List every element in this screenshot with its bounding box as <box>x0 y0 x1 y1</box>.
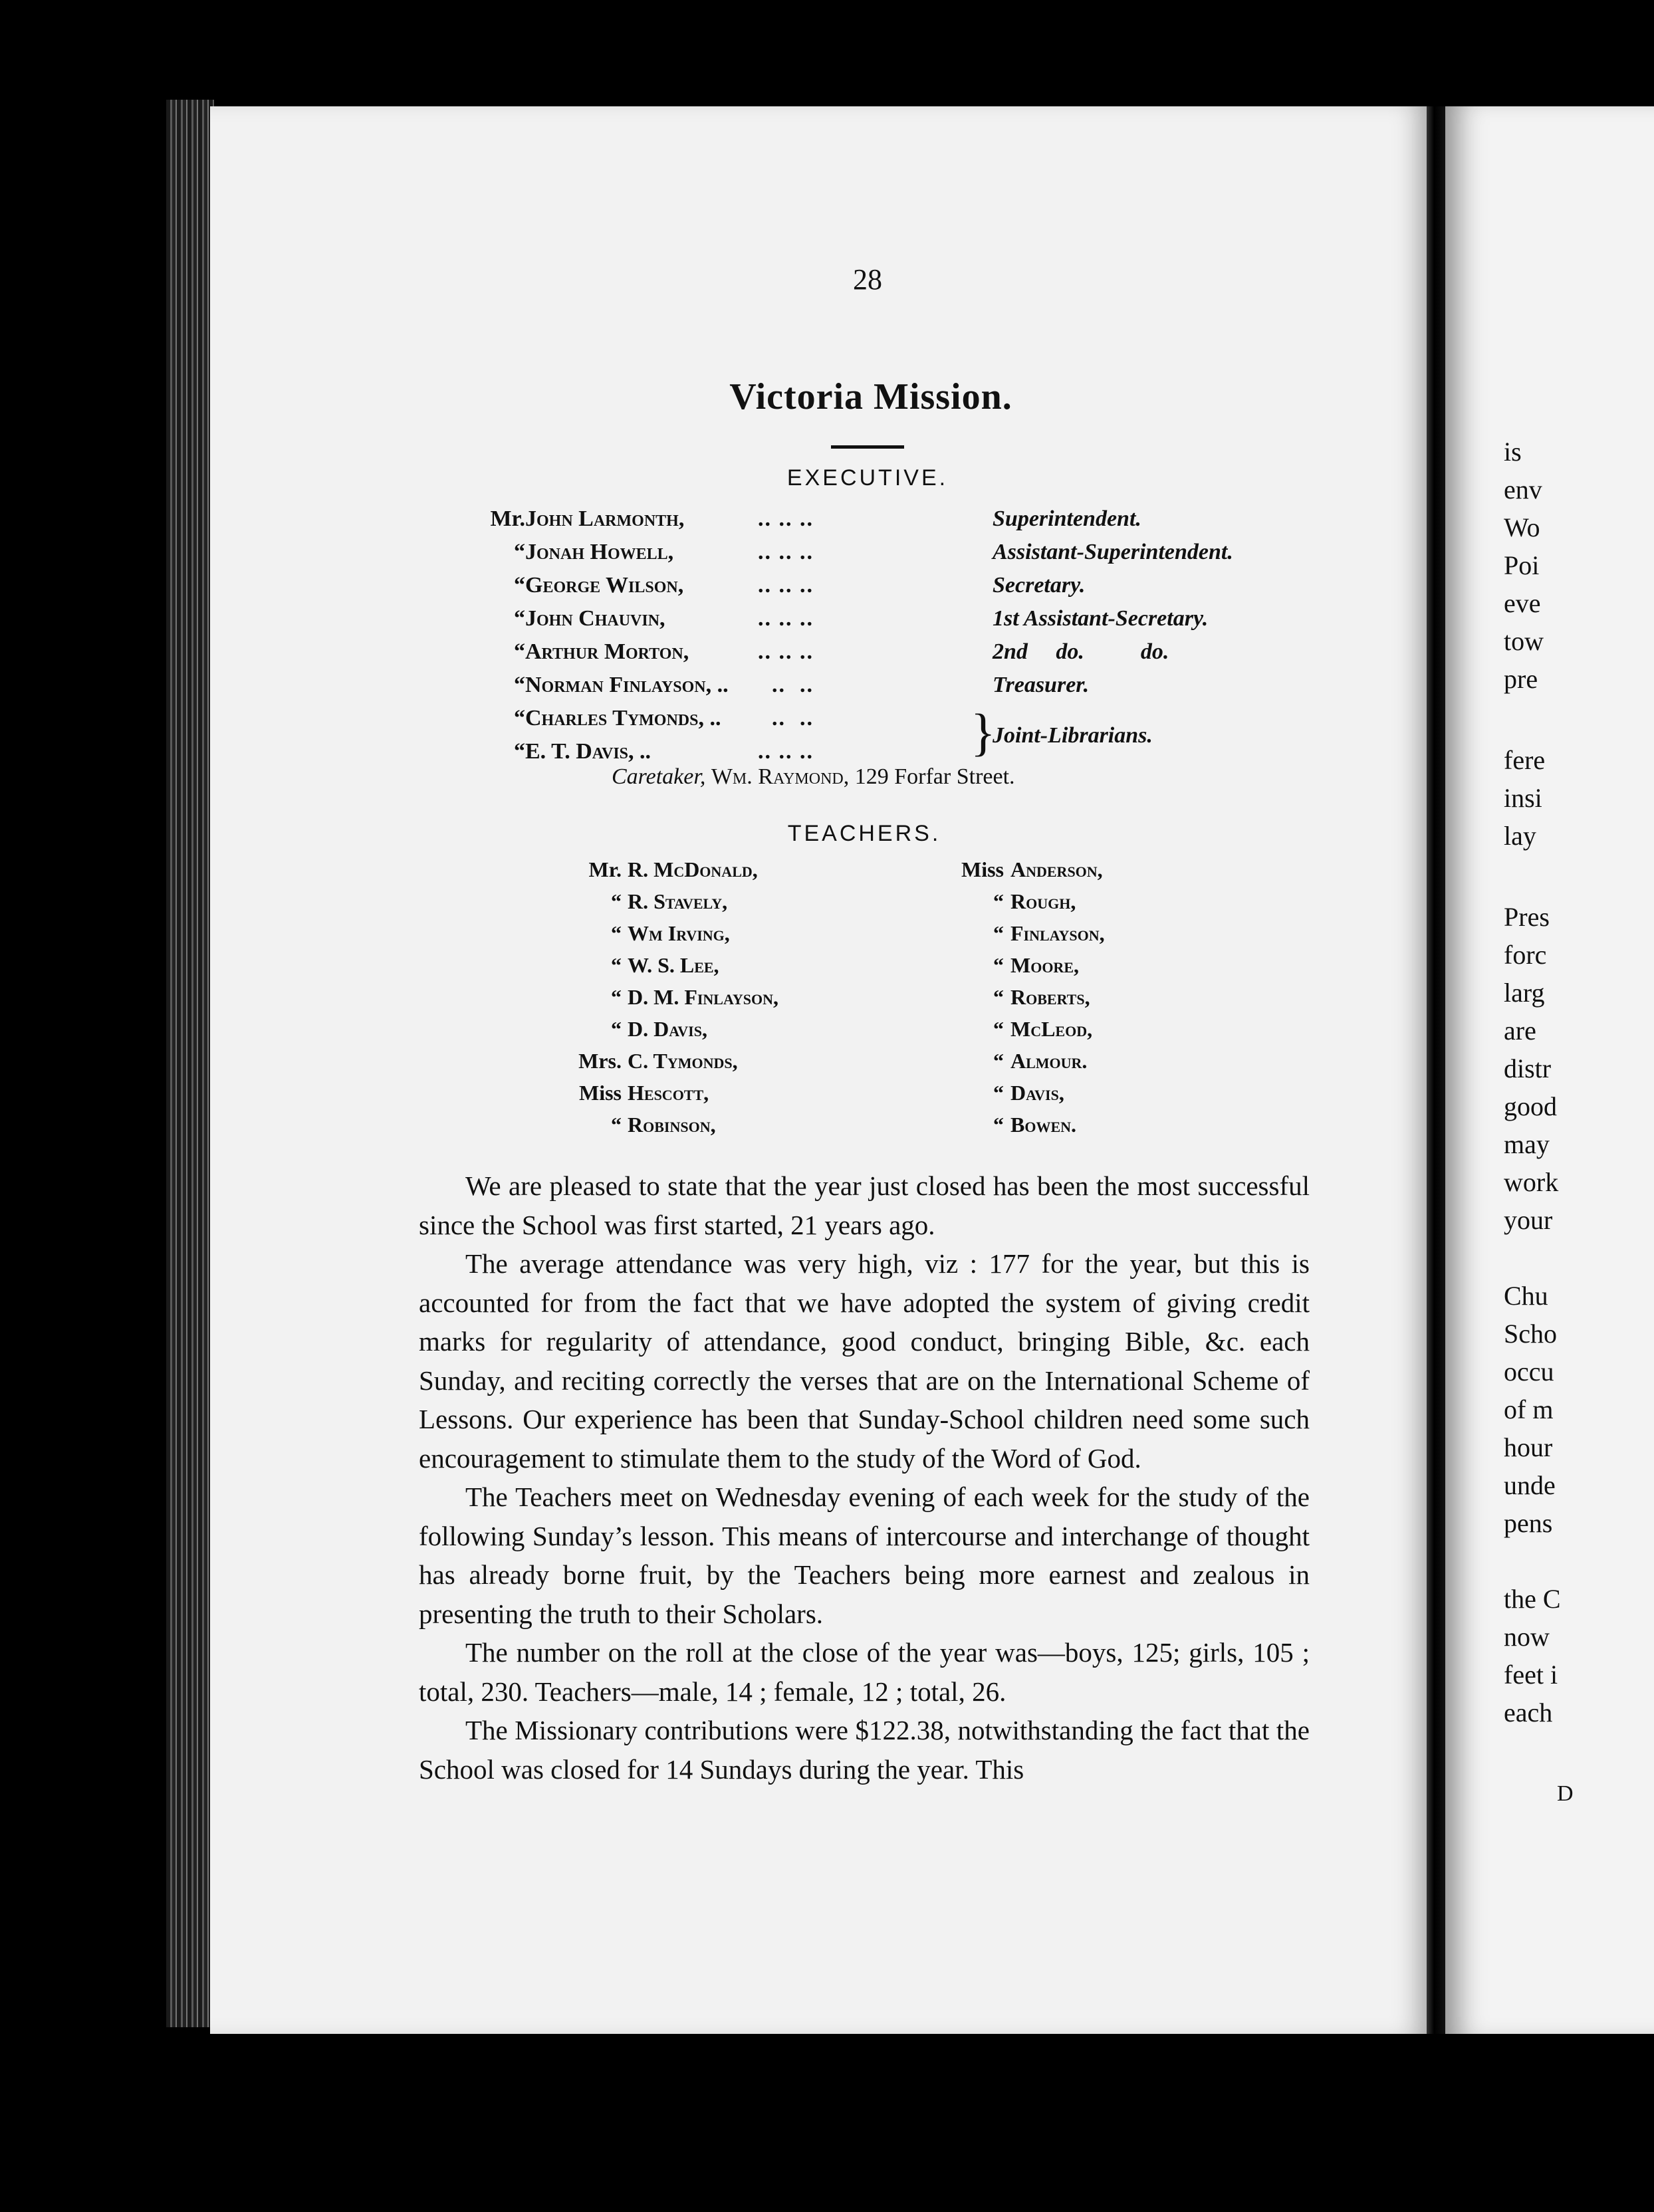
leader-dots: .. .. .. <box>758 639 814 664</box>
teacher-prefix: “ <box>993 889 1004 913</box>
text-fragment: tow <box>1504 626 1544 656</box>
paragraph: The average attendance was very high, viz : 177 for the year, but this is accounted for from the fact that we have adopted the system of giving credit marks for regularity of attendance, good conduct, bringing Bible, &c. each Sunday, and reciting correctly the verses that are on the International Scheme of Lessons. Our experience has been that Sunday-School children need some such encouragement to stimulate them to the study of the Word of God. <box>419 1248 1310 1474</box>
leader-dots: .. .. <box>758 673 814 697</box>
teacher-prefix: Mr. <box>588 857 622 881</box>
right-page <box>1445 106 1654 2034</box>
executive-heading: EXECUTIVE. <box>786 465 949 491</box>
executive-row <box>0 639 1330 673</box>
paragraph: We are pleased to state that the year just closed has been the most successful since the School was first started, 21 years ago. <box>419 1170 1310 1240</box>
caretaker-address: 129 Forfar Street. <box>854 764 1015 789</box>
member-prefix: “ <box>514 573 525 598</box>
teacher-row <box>0 889 1330 921</box>
teacher-row <box>0 857 1330 889</box>
member-role: 2nd do. do. <box>993 639 1169 664</box>
member-prefix: “ <box>514 639 525 664</box>
executive-row <box>0 573 1330 606</box>
member-prefix: Mr. <box>490 506 525 531</box>
text-fragment: Wo <box>1504 512 1540 542</box>
teacher-name: D. Davis, <box>628 1017 707 1041</box>
text-fragment: each <box>1504 1698 1553 1727</box>
text-fragment: Poi <box>1504 550 1540 580</box>
member-prefix: “ <box>514 540 525 564</box>
caretaker-label: Caretaker, <box>612 764 706 789</box>
teacher-prefix: “ <box>993 1113 1004 1137</box>
text-fragment: fere <box>1504 745 1546 775</box>
text-fragment: Chu <box>1504 1281 1548 1311</box>
teacher-prefix: “ <box>993 953 1004 977</box>
page-title: Victoria Mission. <box>729 376 1012 417</box>
text-fragment: unde <box>1504 1470 1556 1500</box>
text-fragment: your <box>1504 1205 1553 1235</box>
teacher-row <box>0 1017 1330 1049</box>
text-fragment: now <box>1504 1622 1550 1652</box>
text-fragment: good <box>1504 1091 1557 1121</box>
text-fragment: hour <box>1504 1432 1553 1462</box>
report-body <box>419 1166 1310 1789</box>
teacher-prefix: “ <box>993 985 1004 1009</box>
text-fragment: occu <box>1504 1357 1554 1386</box>
teacher-name: Roberts, <box>1010 985 1090 1009</box>
text-fragment: larg <box>1504 978 1545 1008</box>
teacher-row <box>0 1113 1330 1145</box>
member-role: Assistant-Superintendent. <box>993 540 1233 564</box>
teacher-name: Bowen. <box>1010 1113 1077 1137</box>
title-rule <box>831 445 904 449</box>
executive-row <box>0 606 1330 639</box>
teacher-name: Moore, <box>1010 953 1079 977</box>
text-fragment: of m <box>1504 1394 1554 1424</box>
member-name: John Larmonth, <box>525 506 685 531</box>
teacher-name: C. Tymonds, <box>628 1049 738 1073</box>
text-fragment: lay <box>1504 821 1536 851</box>
member-prefix: “ <box>514 706 525 730</box>
text-fragment: feet i <box>1504 1660 1558 1690</box>
text-fragment: pre <box>1504 664 1538 694</box>
member-name: John Chauvin, <box>525 606 665 631</box>
text-fragment: env <box>1504 475 1542 504</box>
teacher-prefix: “ <box>611 985 622 1009</box>
member-name: Norman Finlayson, .. <box>525 673 729 697</box>
member-role: 1st Assistant-Secretary. <box>993 606 1209 631</box>
text-fragment: eve <box>1504 588 1541 618</box>
text-fragment: distr <box>1504 1053 1552 1083</box>
teacher-prefix: “ <box>611 1017 622 1041</box>
teacher-name: Anderson, <box>1010 857 1103 881</box>
leader-dots: .. .. .. <box>758 739 814 764</box>
member-name: E. T. Davis, .. <box>525 739 651 764</box>
paragraph: The Teachers meet on Wednesday evening of each week for the study of the following Sunday’s lesson. This means of intercourse and interchange of thought has already borne fruit, by the Teachers being more earnest and zealous in presenting the truth to their Scholars. <box>419 1482 1310 1629</box>
executive-row <box>0 506 1330 540</box>
teacher-prefix: “ <box>993 1049 1004 1073</box>
paragraph: The Missionary contributions were $122.38, notwithstanding the fact that the School was closed for 14 Sundays during the year. This <box>419 1715 1310 1785</box>
member-name: George Wilson, <box>525 573 684 598</box>
teacher-row <box>0 953 1330 985</box>
member-prefix: “ <box>514 606 525 631</box>
teacher-name: R. Stavely, <box>628 889 728 913</box>
leader-dots: .. .. .. <box>758 606 814 631</box>
teacher-prefix: “ <box>993 1081 1004 1105</box>
leader-dots: .. .. .. <box>758 540 814 564</box>
leader-dots: .. .. .. <box>758 573 814 598</box>
book-gutter <box>1427 106 1445 2034</box>
member-prefix: “ <box>514 673 525 697</box>
text-fragment: may <box>1504 1129 1550 1159</box>
teacher-prefix: “ <box>611 921 622 945</box>
text-fragment: Pres <box>1504 902 1550 932</box>
teachers-heading: TEACHERS. <box>787 821 941 846</box>
teacher-prefix: “ <box>611 1113 622 1137</box>
text-fragment: work <box>1504 1167 1559 1197</box>
text-fragment: Scho <box>1504 1319 1557 1349</box>
text-fragment: forc <box>1504 940 1547 970</box>
text-fragment: insi <box>1504 783 1542 813</box>
teacher-name: R. McDonald, <box>628 857 758 881</box>
teacher-name: Finlayson, <box>1010 921 1105 945</box>
teacher-prefix: “ <box>993 1017 1004 1041</box>
text-fragment: are <box>1504 1016 1536 1046</box>
joint-librarians-role: Joint-Librarians. <box>993 723 1153 748</box>
member-prefix: “ <box>514 739 525 764</box>
member-name: Jonah Howell, <box>525 540 674 564</box>
teacher-name: Davis, <box>1010 1081 1064 1105</box>
teacher-name: Almour. <box>1010 1049 1088 1073</box>
leader-dots: .. .. <box>758 706 814 730</box>
teacher-name: Wm Irving, <box>628 921 730 945</box>
text-fragment: the C <box>1504 1584 1561 1614</box>
text-fragment: D <box>1557 1781 1574 1806</box>
executive-row <box>0 673 1330 706</box>
leader-dots: .. .. .. <box>758 506 814 531</box>
teacher-prefix: “ <box>611 953 622 977</box>
member-name: Arthur Morton, <box>525 639 689 664</box>
executive-row <box>0 540 1330 573</box>
teacher-prefix: Miss <box>961 857 1004 881</box>
teacher-row <box>0 985 1330 1017</box>
member-role: Secretary. <box>993 573 1086 598</box>
member-name: Charles Tymonds, .. <box>525 706 721 730</box>
teacher-prefix: “ <box>611 889 622 913</box>
joint-brace: } <box>971 703 996 761</box>
text-fragment: pens <box>1504 1508 1553 1538</box>
teacher-name: D. M. Finlayson, <box>628 985 778 1009</box>
teacher-name: Robinson, <box>628 1113 716 1137</box>
teacher-prefix: Miss <box>579 1081 622 1105</box>
teacher-row <box>0 1049 1330 1081</box>
teacher-name: Rough, <box>1010 889 1076 913</box>
member-role: Treasurer. <box>993 673 1090 697</box>
member-role: Superintendent. <box>993 506 1141 531</box>
teacher-name: McLeod, <box>1010 1017 1093 1041</box>
teacher-row <box>0 921 1330 953</box>
teacher-name: Hescott, <box>628 1081 709 1105</box>
page-number: 28 <box>853 263 882 296</box>
caretaker-line <box>612 764 1015 790</box>
teacher-row <box>0 1081 1330 1113</box>
caretaker-name: Wm. Raymond, <box>711 764 850 789</box>
paragraph: The number on the roll at the close of the year was—boys, 125; girls, 105 ; total, 230. Teachers—male, 14 ; female, 12 ; total, 26. <box>419 1637 1310 1707</box>
teacher-prefix: Mrs. <box>578 1049 622 1073</box>
text-fragment: is <box>1504 437 1522 467</box>
teacher-name: W. S. Lee, <box>628 953 719 977</box>
teacher-prefix: “ <box>993 921 1004 945</box>
